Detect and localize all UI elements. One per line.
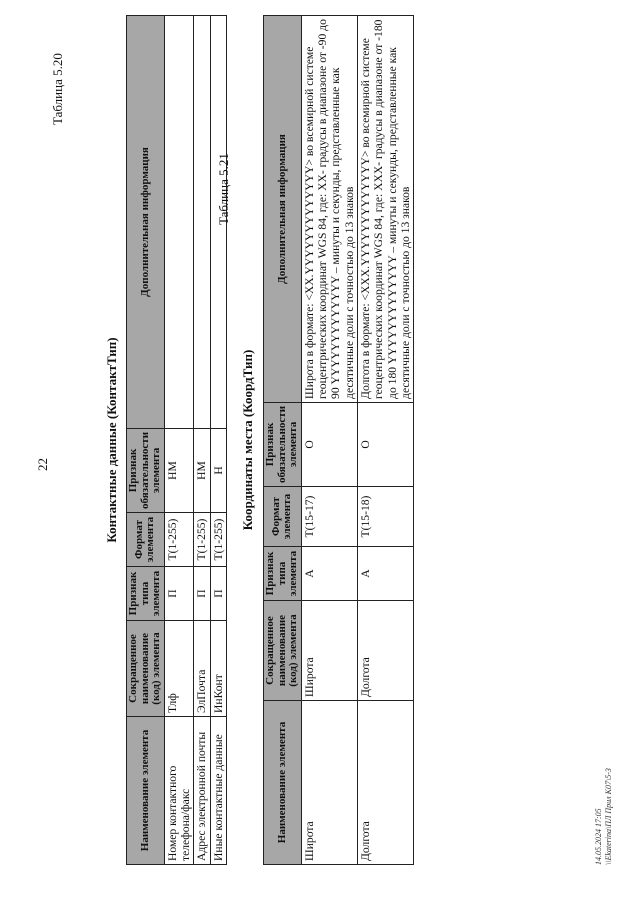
table-cell <box>194 16 210 429</box>
table1-caption: Таблица 5.20 <box>50 53 65 125</box>
table-row <box>194 16 210 865</box>
header-cell: Формат элемента <box>264 487 302 547</box>
table-cell: Широта <box>301 601 357 701</box>
table-cell: Долгота <box>357 601 413 701</box>
table-cell: ИнКонт <box>210 621 226 717</box>
table-cell: Широта в формате: <XX.YYYYYYYYYYYYY> во всемирной системе геоцентрических координат WGS 84, где: XX- градусы в диапазоне от -90 до 90 YYYYYYYYYYYYY – минуты и секунды, представленные как десятичные доли с точностью до 13 знаков <box>301 16 357 403</box>
header-cell: Признак обязательности элемента <box>127 428 165 512</box>
coordinates-table <box>263 15 414 865</box>
table-cell: Широта <box>301 701 357 865</box>
table-header-row <box>264 16 302 865</box>
table-cell: Иные контактные данные <box>210 717 226 865</box>
table-cell: T(1-255) <box>194 513 210 567</box>
header-cell: Наименование элемента <box>127 717 165 865</box>
table-row <box>357 16 413 865</box>
header-cell: Дополнительная информация <box>127 16 165 429</box>
table-cell: НМ <box>194 428 210 512</box>
header-cell: Сокращенное наименование (код) элемента <box>127 621 165 717</box>
table-cell: Тлф <box>164 621 194 717</box>
header-cell: Признак обязательности элемента <box>264 402 302 486</box>
page-number: 22 <box>35 458 50 471</box>
header-cell: Сокращенное наименование (код) элемента <box>264 601 302 701</box>
stamp-path: \\Ekaterina\ПЛ Прил К07\5-3 <box>604 768 613 865</box>
table2-title: Координаты места (КоордТип) <box>240 349 255 531</box>
table-cell: Номер контактного телефона/факс <box>164 717 194 865</box>
table-cell <box>164 16 194 429</box>
table-cell: П <box>210 567 226 621</box>
header-cell: Признак типа элемента <box>127 567 165 621</box>
stamp-date: 14.05.2024 17:05 <box>594 808 603 865</box>
table-cell: T(1-255) <box>164 513 194 567</box>
table-row <box>164 16 194 865</box>
table-row <box>210 16 226 865</box>
header-cell: Признак типа элемента <box>264 547 302 601</box>
table-cell: T(15-18) <box>357 487 413 547</box>
table-cell: П <box>164 567 194 621</box>
table-cell: Долгота <box>357 701 413 865</box>
table-cell: T(1-255) <box>210 513 226 567</box>
print-stamp <box>594 768 614 865</box>
contact-data-table <box>126 15 227 865</box>
table-cell: А <box>301 547 357 601</box>
table-cell: Долгота в формате: <XXX.YYYYYYYYYYYYY> во всемирной системе геоцентрических координат WGS 84, где: XXX- градусы в диапазоне от -180 до 180 YYYYYYYYYYYYY – минуты и секунды, представленные как десятичные доли с точностью до 13 знаков <box>357 16 413 403</box>
header-cell: Дополнительная информация <box>264 16 302 403</box>
table-cell: Н <box>210 428 226 512</box>
table-cell: П <box>194 567 210 621</box>
table-header-row <box>127 16 165 865</box>
table-cell: НМ <box>164 428 194 512</box>
table2-caption: Таблица 5.21 <box>216 153 231 225</box>
table-cell: Адрес электронной почты <box>194 717 210 865</box>
table-cell: А <box>357 547 413 601</box>
table-cell: T(15-17) <box>301 487 357 547</box>
header-cell: Формат элемента <box>127 513 165 567</box>
table-row <box>301 16 357 865</box>
table-cell: ЭлПочта <box>194 621 210 717</box>
header-cell: Наименование элемента <box>264 701 302 865</box>
table-cell: О <box>301 402 357 486</box>
table-cell: О <box>357 402 413 486</box>
table1-title: Контактные данные (КонтактТип) <box>104 337 119 543</box>
